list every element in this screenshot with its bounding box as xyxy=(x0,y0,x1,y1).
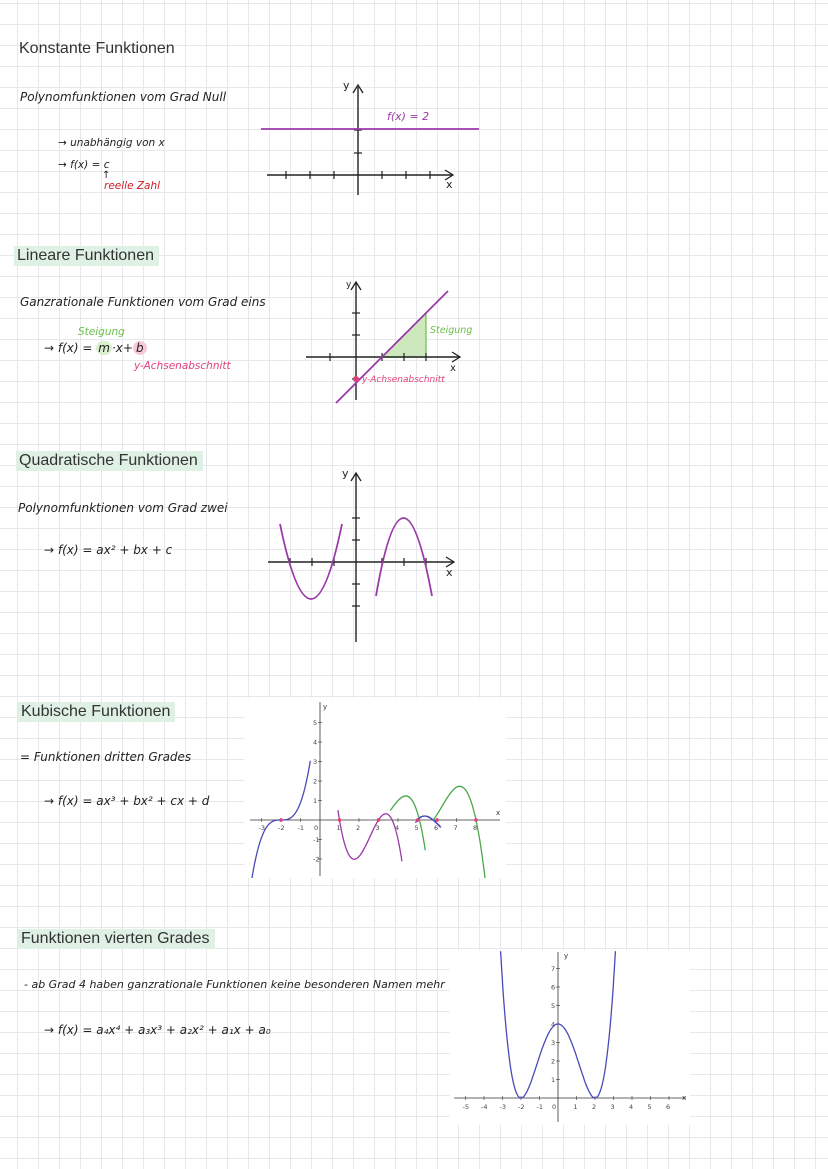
konstant-bullet-2-text: → f(x) = c xyxy=(58,159,110,171)
vierter-y-label: y xyxy=(564,952,569,960)
linear-yachse-point xyxy=(353,376,359,382)
vierter-x-tick-label: -3 xyxy=(499,1103,506,1111)
vierter-y-tick-label: 5 xyxy=(551,1002,556,1010)
linear-graph xyxy=(300,275,490,410)
linear-subtitle: Ganzrationale Funktionen vom Grad eins xyxy=(20,295,266,309)
linear-formula xyxy=(44,341,147,355)
vierter-y-tick-label: 3 xyxy=(551,1039,556,1047)
kubisch-x-tick-label: -1 xyxy=(297,824,304,832)
heading-lineare-funktionen: Lineare Funktionen xyxy=(14,246,159,266)
kubisch-graph xyxy=(244,698,506,878)
vierter-x-tick-label: 2 xyxy=(592,1103,597,1111)
kubisch-x-tick-label: 4 xyxy=(395,824,400,832)
kubisch-x-label: x xyxy=(496,809,501,817)
konstant-y-label: y xyxy=(343,79,350,92)
kubisch-y-tick-label: 3 xyxy=(313,758,318,766)
linear-steigung-graph-label: Steigung xyxy=(430,325,473,336)
kubisch-x-tick-label: 5 xyxy=(414,824,419,832)
konstant-graph xyxy=(255,75,485,200)
heading-quadratische-funktionen: Quadratische Funktionen xyxy=(16,451,203,471)
konstant-arrow: ↑ xyxy=(102,170,111,181)
vierter-y-tick-label: 6 xyxy=(551,983,556,992)
quadratisch-x-label: x xyxy=(446,566,453,579)
konstant-c-note: reelle Zahl xyxy=(104,180,161,192)
konstant-function-label: f(x) = 2 xyxy=(387,110,430,123)
kubisch-y-tick-label: 1 xyxy=(313,797,318,805)
vierter-x-tick-label: 1 xyxy=(573,1103,578,1111)
vierter-graph xyxy=(450,950,690,1125)
vierter-y-tick-label: 4 xyxy=(551,1020,556,1029)
vierter-x-tick-label: -2 xyxy=(518,1103,525,1111)
kubisch-zero-point xyxy=(338,818,342,822)
kubisch-y-tick-label: -2 xyxy=(313,855,320,864)
kubisch-x-tick-label: 6 xyxy=(434,824,439,832)
linear-yachse-graph-label: y-Achsenabschnitt xyxy=(362,375,445,385)
vierter-subtitle: - ab Grad 4 haben ganzrationale Funktionen keine besonderen Namen mehr xyxy=(24,978,445,991)
vierter-y-tick-label: 7 xyxy=(551,965,556,973)
kubisch-x-tick-label: -2 xyxy=(278,824,285,832)
vierter-x-tick-label: -4 xyxy=(481,1103,488,1111)
linear-formula-m: m xyxy=(98,341,110,355)
linear-yachse-label: y-Achsenabschnitt xyxy=(134,360,231,372)
heading-kubische-funktionen: Kubische Funktionen xyxy=(18,702,175,722)
linear-steigung-label: Steigung xyxy=(78,326,125,338)
kubisch-y-tick-label: 5 xyxy=(313,719,318,727)
kubisch-zero-point xyxy=(435,818,439,822)
konstant-subtitle: Polynomfunktionen vom Grad Null xyxy=(20,90,227,104)
kubisch-zero-point xyxy=(377,818,381,822)
kubisch-zero-point xyxy=(416,818,420,822)
kubisch-x-tick-label: 2 xyxy=(356,824,361,832)
quadratisch-formula: → f(x) = ax² + bx + c xyxy=(44,543,173,557)
vierter-x-tick-label: 5 xyxy=(647,1103,652,1111)
kubisch-subtitle: = Funktionen dritten Grades xyxy=(20,750,192,764)
kubisch-y-tick-label: 2 xyxy=(313,777,318,786)
heading-funktionen-vierten-grades: Funktionen vierten Grades xyxy=(18,929,215,949)
kubisch-curve-green-2 xyxy=(433,786,485,878)
kubisch-y-label: y xyxy=(323,703,328,711)
kubisch-x-tick-label: 1 xyxy=(336,824,341,832)
kubisch-x-tick-label: 7 xyxy=(453,824,458,832)
kubisch-x-tick-label: 8 xyxy=(473,824,478,832)
vierter-x-tick-label: 4 xyxy=(629,1103,634,1111)
heading-konstante-funktionen: Konstante Funktionen xyxy=(19,40,175,57)
quadratisch-parabola-down xyxy=(376,518,432,596)
vierter-x-tick-label: 0 xyxy=(552,1103,557,1111)
quadratisch-graph xyxy=(262,462,472,647)
vierter-y-tick-label: 1 xyxy=(551,1076,556,1084)
vierter-x-tick-label: 3 xyxy=(610,1103,615,1111)
vierter-x-tick-label: -1 xyxy=(536,1103,543,1111)
vierter-x-label: x xyxy=(682,1094,687,1102)
kubisch-x-tick-label: 3 xyxy=(375,824,380,832)
linear-y-label: y xyxy=(346,280,352,290)
kubisch-formula: → f(x) = ax³ + bx² + cx + d xyxy=(44,794,210,808)
konstant-bullet-1: → unabhängig von x xyxy=(58,137,165,149)
kubisch-zero-point xyxy=(279,818,283,822)
linear-function-line xyxy=(336,291,448,403)
vierter-formula: → f(x) = a₄x⁴ + a₃x³ + a₂x² + a₁x + a₀ xyxy=(44,1023,271,1037)
vierter-x-tick-label: 6 xyxy=(666,1103,671,1111)
vierter-y-tick-label: 2 xyxy=(551,1057,556,1066)
vierter-x-tick-label: -5 xyxy=(462,1103,469,1111)
linear-formula-prefix: → f(x) = xyxy=(44,341,97,355)
linear-formula-mid: ·x+ xyxy=(111,341,133,355)
kubisch-x-tick-label: 0 xyxy=(314,824,319,832)
kubisch-curve-purple-1 xyxy=(338,810,402,861)
kubisch-zero-point xyxy=(474,818,478,822)
kubisch-y-tick-label: 4 xyxy=(313,738,318,747)
quadratisch-y-label: y xyxy=(342,467,349,480)
konstant-x-label: x xyxy=(446,178,453,191)
quadratisch-subtitle: Polynomfunktionen vom Grad zwei xyxy=(18,501,228,515)
linear-x-label: x xyxy=(450,363,456,374)
kubisch-y-tick-label: -1 xyxy=(313,836,320,844)
linear-formula-b: b xyxy=(133,341,147,355)
kubisch-x-tick-label: -3 xyxy=(258,824,265,832)
